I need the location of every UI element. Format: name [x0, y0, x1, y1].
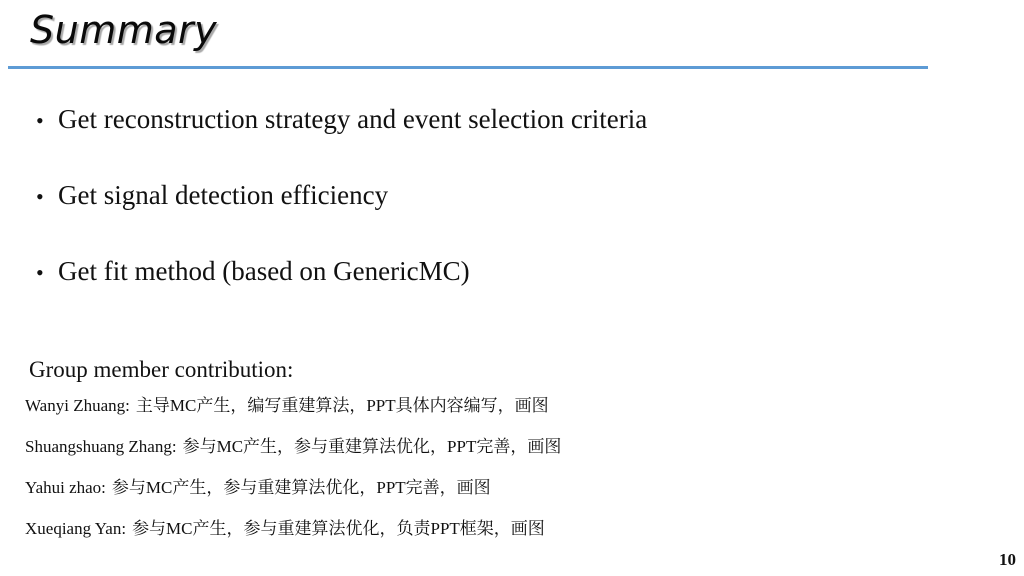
title-underline [8, 66, 928, 69]
bullet-item [36, 98, 647, 140]
bullet-item [36, 250, 647, 292]
member-name: Shuangshuang Zhang: [25, 437, 177, 456]
member-name: Xueqiang Yan: [25, 519, 127, 538]
group-contribution-heading: Group member contribution: [29, 357, 294, 382]
contribution-row [25, 392, 561, 433]
bullet-item [36, 174, 647, 216]
contribution-row [25, 433, 561, 474]
contribution-row [25, 474, 561, 515]
bullet-text: Get signal detection efficiency [58, 180, 389, 210]
member-contribution: 参与MC产生，参与重建算法优化，PPT完善，画图 [111, 478, 491, 497]
member-name: Yahui zhao: [25, 478, 106, 497]
member-name: Wanyi Zhuang: [25, 396, 130, 415]
bullet-list [36, 98, 647, 326]
contribution-row [25, 515, 561, 556]
member-contribution: 主导MC产生，编写重建算法，PPT具体内容编写，画图 [135, 396, 549, 415]
member-contribution: 参与MC产生，参与重建算法优化，PPT完善，画图 [182, 437, 562, 456]
page-number: 10 [999, 550, 1016, 569]
bullet-dot-icon: • [36, 108, 44, 133]
bullet-text: Get reconstruction strategy and event selection criteria [58, 104, 648, 134]
slide-title: Summary [30, 8, 218, 52]
bullet-dot-icon: • [36, 260, 44, 285]
bullet-text: Get fit method (based on GenericMC) [58, 256, 470, 286]
bullet-dot-icon: • [36, 184, 44, 209]
member-contribution: 参与MC产生，参与重建算法优化，负责PPT框架，画图 [132, 519, 545, 538]
contribution-list [25, 392, 561, 556]
